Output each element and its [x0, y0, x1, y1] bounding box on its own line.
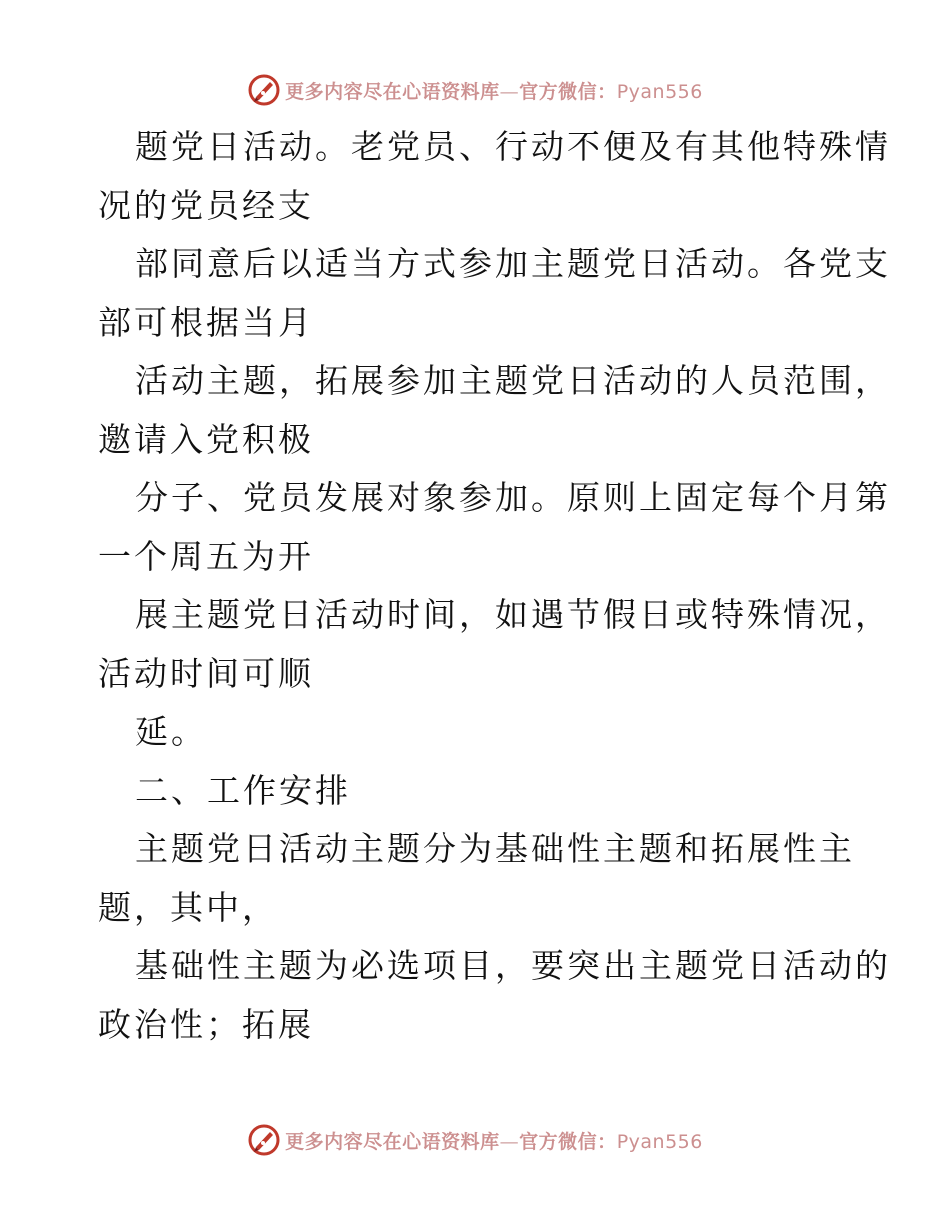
watermark-text: [285, 77, 703, 104]
text-line: 题，其中，: [98, 887, 278, 927]
watermark-wechat-id: Pyan556: [616, 1130, 703, 1153]
text-line: 一个周五为开: [98, 536, 314, 576]
text-line: 活动时间可顺: [98, 653, 314, 693]
document-body: [98, 118, 891, 1054]
watermark-separator: —: [499, 80, 520, 103]
header-watermark: [0, 70, 950, 110]
watermark-wechat-label: 官方微信：: [519, 1130, 617, 1153]
text-line: 主题党日活动主题分为基础性主题和拓展性主: [135, 829, 855, 868]
watermark-wechat-id: Pyan556: [616, 80, 703, 103]
pen-logo-icon: [247, 1123, 281, 1157]
watermark-brand: 更多内容尽在心语资料库: [285, 80, 500, 103]
watermark-wechat-label: 官方微信：: [519, 80, 617, 103]
pen-logo-icon: [247, 73, 281, 107]
text-line: 政治性；拓展: [98, 1004, 314, 1044]
watermark-separator: —: [499, 1130, 520, 1153]
text-line: 活动主题，拓展参加主题党日活动的人员范围，: [135, 361, 891, 400]
section-heading: 二、工作安排: [135, 770, 351, 810]
text-line: 题党日活动。老党员、行动不便及有其他特殊情: [135, 127, 891, 166]
text-line: 部同意后以适当方式参加主题党日活动。各党支: [135, 244, 891, 283]
watermark-text: [285, 1127, 703, 1154]
text-line: 邀请入党积极: [98, 419, 314, 459]
text-line: 展主题党日活动时间，如遇节假日或特殊情况，: [135, 595, 891, 634]
text-line: 分子、党员发展对象参加。原则上固定每个月第: [135, 478, 891, 517]
text-line: 部可根据当月: [98, 302, 314, 342]
text-line: 延。: [135, 712, 207, 751]
footer-watermark: [0, 1120, 950, 1160]
watermark-brand: 更多内容尽在心语资料库: [285, 1130, 500, 1153]
text-line: 况的党员经支: [98, 185, 314, 225]
text-line: 基础性主题为必选项目，要突出主题党日活动的: [135, 946, 891, 985]
